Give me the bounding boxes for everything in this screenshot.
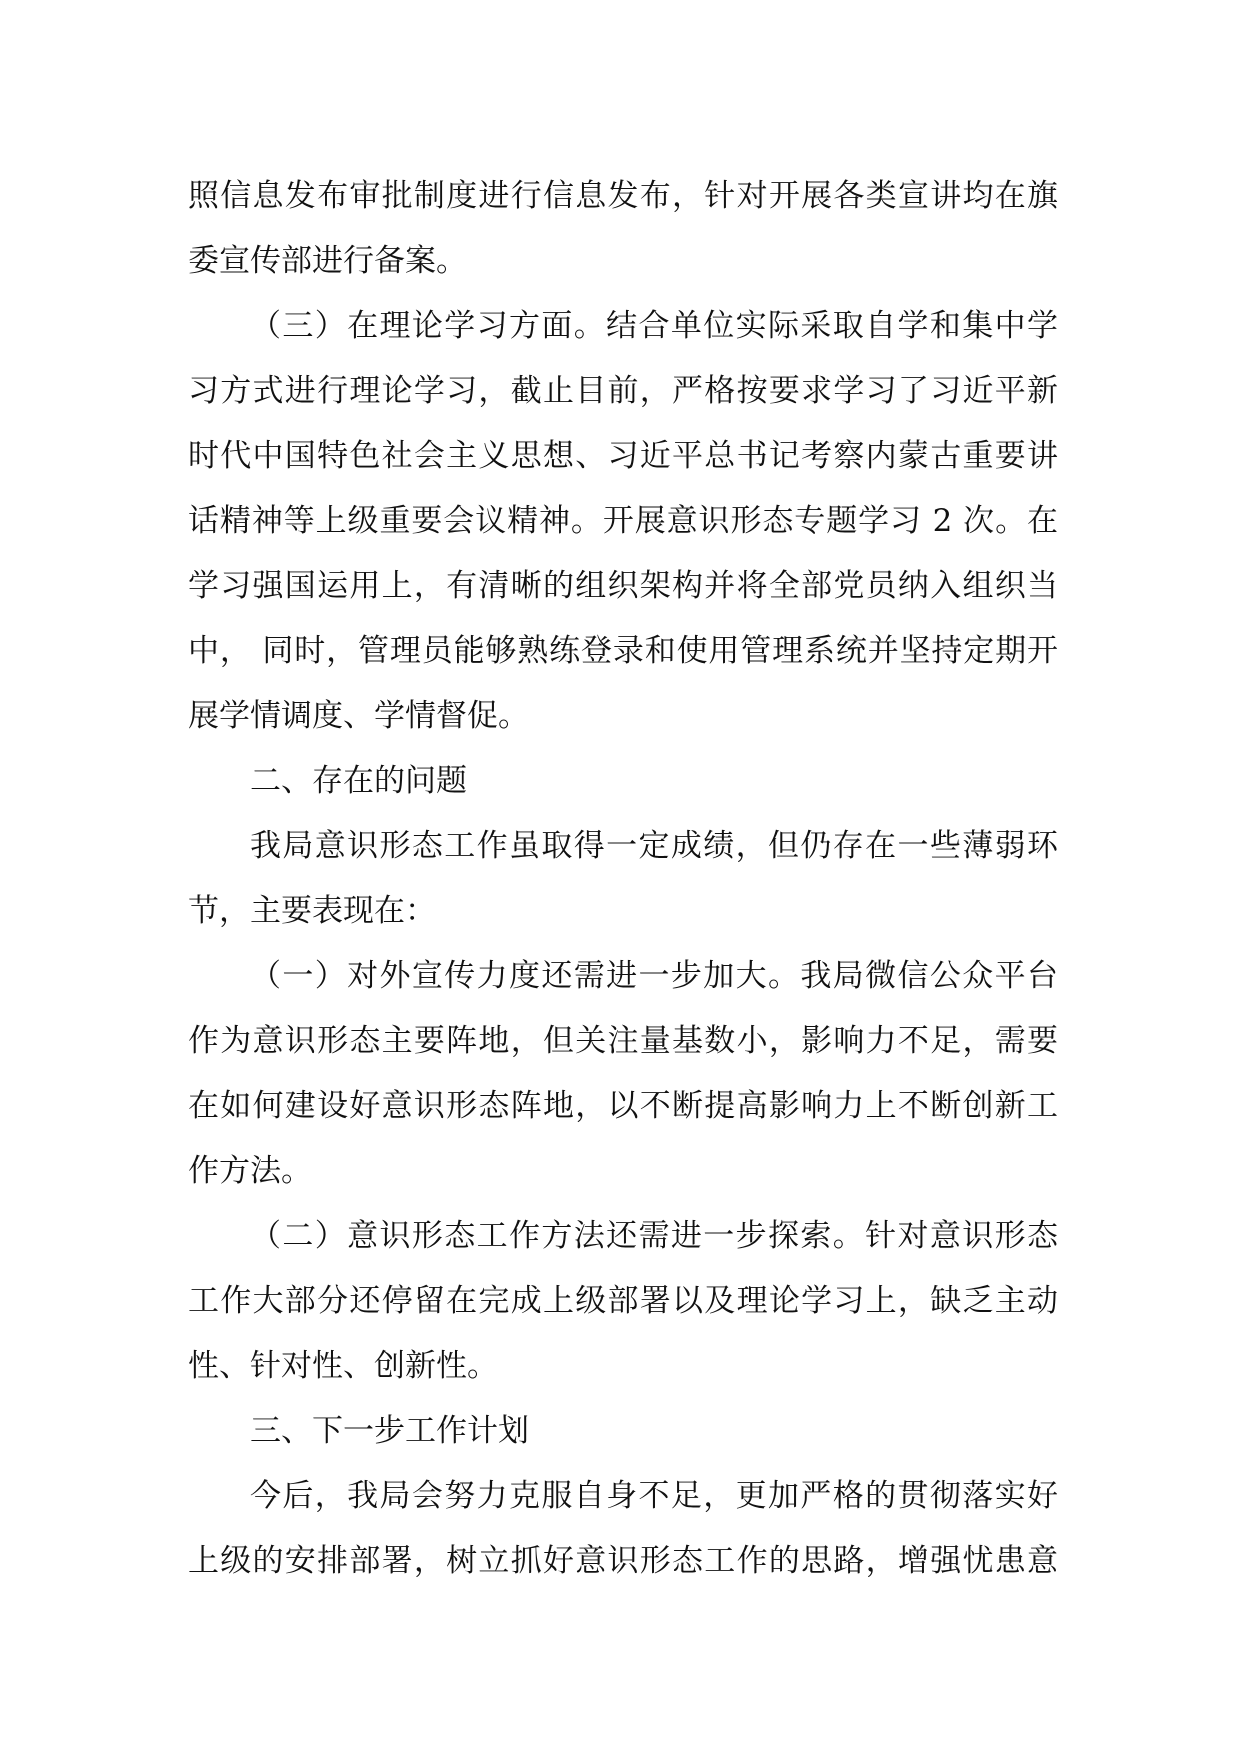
text-line: 展学情调度、学情督促。 [188,698,529,734]
text-line: 学习强国运用上，有清晰的组织架构并将全部党员纳入组织当 [188,568,1058,604]
text-line: 节，主要表现在： [188,893,436,929]
text-line: 上级的安排部署，树立抓好意识形态工作的思路，增强忧患意 [188,1543,1058,1579]
text-line: 性、针对性、创新性。 [188,1348,498,1384]
text-line: 工作大部分还停留在完成上级部署以及理论学习上，缺乏主动 [188,1283,1058,1319]
section-heading: 二、存在的问题 [250,763,467,799]
text-line: 作方法。 [188,1153,312,1189]
section-heading: 三、下一步工作计划 [250,1413,529,1449]
text-line: 在如何建设好意识形态阵地，以不断提高影响力上不断创新工 [188,1088,1058,1124]
text-line: 委宣传部进行备案。 [188,243,467,279]
text-line: 话精神等上级重要会议精神。开展意识形态专题学习 2 次。在 [188,503,1058,539]
text-line: （二）意识形态工作方法还需进一步探索。针对意识形态 [250,1218,1058,1254]
text-line: （三）在理论学习方面。结合单位实际采取自学和集中学 [250,308,1058,344]
text-line: 中， 同时，管理员能够熟练登录和使用管理系统并坚持定期开 [188,633,1058,669]
text-line: 习方式进行理论学习，截止目前，严格按要求学习了习近平新 [188,373,1058,409]
text-line: 作为意识形态主要阵地，但关注量基数小，影响力不足，需要 [188,1023,1058,1059]
text-line: 今后，我局会努力克服自身不足，更加严格的贯彻落实好 [250,1478,1058,1514]
text-line: 时代中国特色社会主义思想、习近平总书记考察内蒙古重要讲 [188,438,1058,474]
text-line: 照信息发布审批制度进行信息发布，针对开展各类宣讲均在旗 [188,178,1058,214]
text-line: （一）对外宣传力度还需进一步加大。我局微信公众平台 [250,958,1058,994]
text-line: 我局意识形态工作虽取得一定成绩，但仍存在一些薄弱环 [250,828,1058,864]
